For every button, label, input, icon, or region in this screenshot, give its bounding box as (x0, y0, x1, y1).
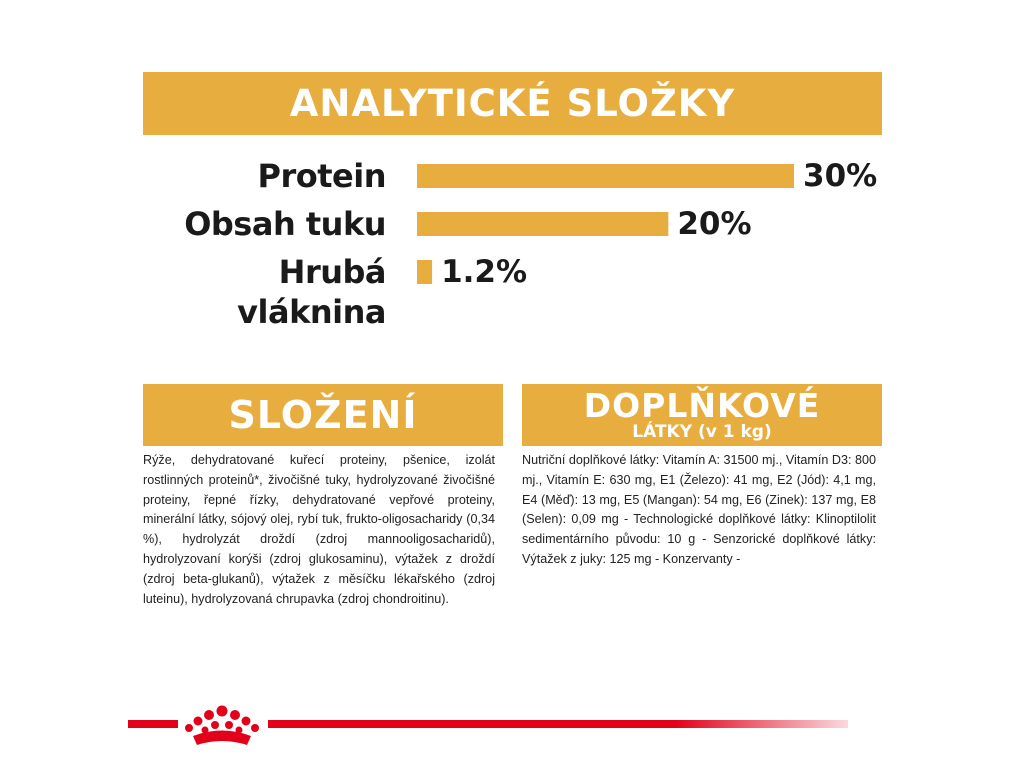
slozeni-text: Rýže, dehydratované kuřecí proteiny, pšenice, izolát rostlinných proteinů*, živočišné tuky, hydrolyzované živočišné proteiny, řepné řízky, dehydratované vepřové proteiny, minerální látky, sójový olej, rybí tuk, frukto-oligosacharidy (0,34 %), hydrolyzát droždí (zdroj mannooligosacharidů), hydrolyzovaní korýši (zdroj glukosaminu), výtažek z droždí (zdroj beta-glukanů), výtažek z měsíčku lékařského (zdroj luteinu), hydrolyzovaná chrupavka (zdroj chondroitinu). (143, 453, 495, 606)
value-label-1: 20% (677, 206, 752, 242)
doplnkove-subheading: LÁTKY (v 1 kg) (632, 422, 772, 442)
page-title: ANALYTICKÉ SLOŽKY (289, 82, 736, 125)
footer-line-left (128, 720, 178, 728)
doplnkove-text: Nutriční doplňkové látky: Vitamín A: 31500 mj., Vitamín D3: 800 mj., Vitamín E: 630 mg, E1 (Železo): 41 mg, E2 (Jód): 4,1 mg, E4 (Měď): 13 mg, E5 (Mangan): 54 mg, E6 (Zinek): 137 mg, E8 (Selen): 0,09 mg - Technologické doplňkové látky: Klinoptilolit sedimentárního původu: 10 g - Senzorické doplňkové látky: Výtažek z juky: 125 mg - Konzervanty - (522, 453, 876, 566)
value-label-0: 30% (803, 158, 878, 194)
doplnkove-heading: DOPLŇKOVÉ (583, 386, 821, 425)
doplnkove-banner (522, 384, 882, 446)
bar-1 (417, 212, 668, 236)
bar-2 (417, 260, 432, 284)
value-label-2: 1.2% (441, 254, 528, 290)
footer-line-right (268, 720, 848, 728)
category-label-1: Obsah tuku (184, 205, 386, 243)
bar-0 (417, 164, 794, 188)
category-label-0: Protein (257, 157, 386, 195)
category-label-2: Hrubá vláknina (237, 253, 386, 331)
slozeni-heading: SLOŽENÍ (228, 393, 418, 437)
slozeni-banner (143, 384, 503, 446)
royal-canin-crown-icon (181, 703, 263, 749)
